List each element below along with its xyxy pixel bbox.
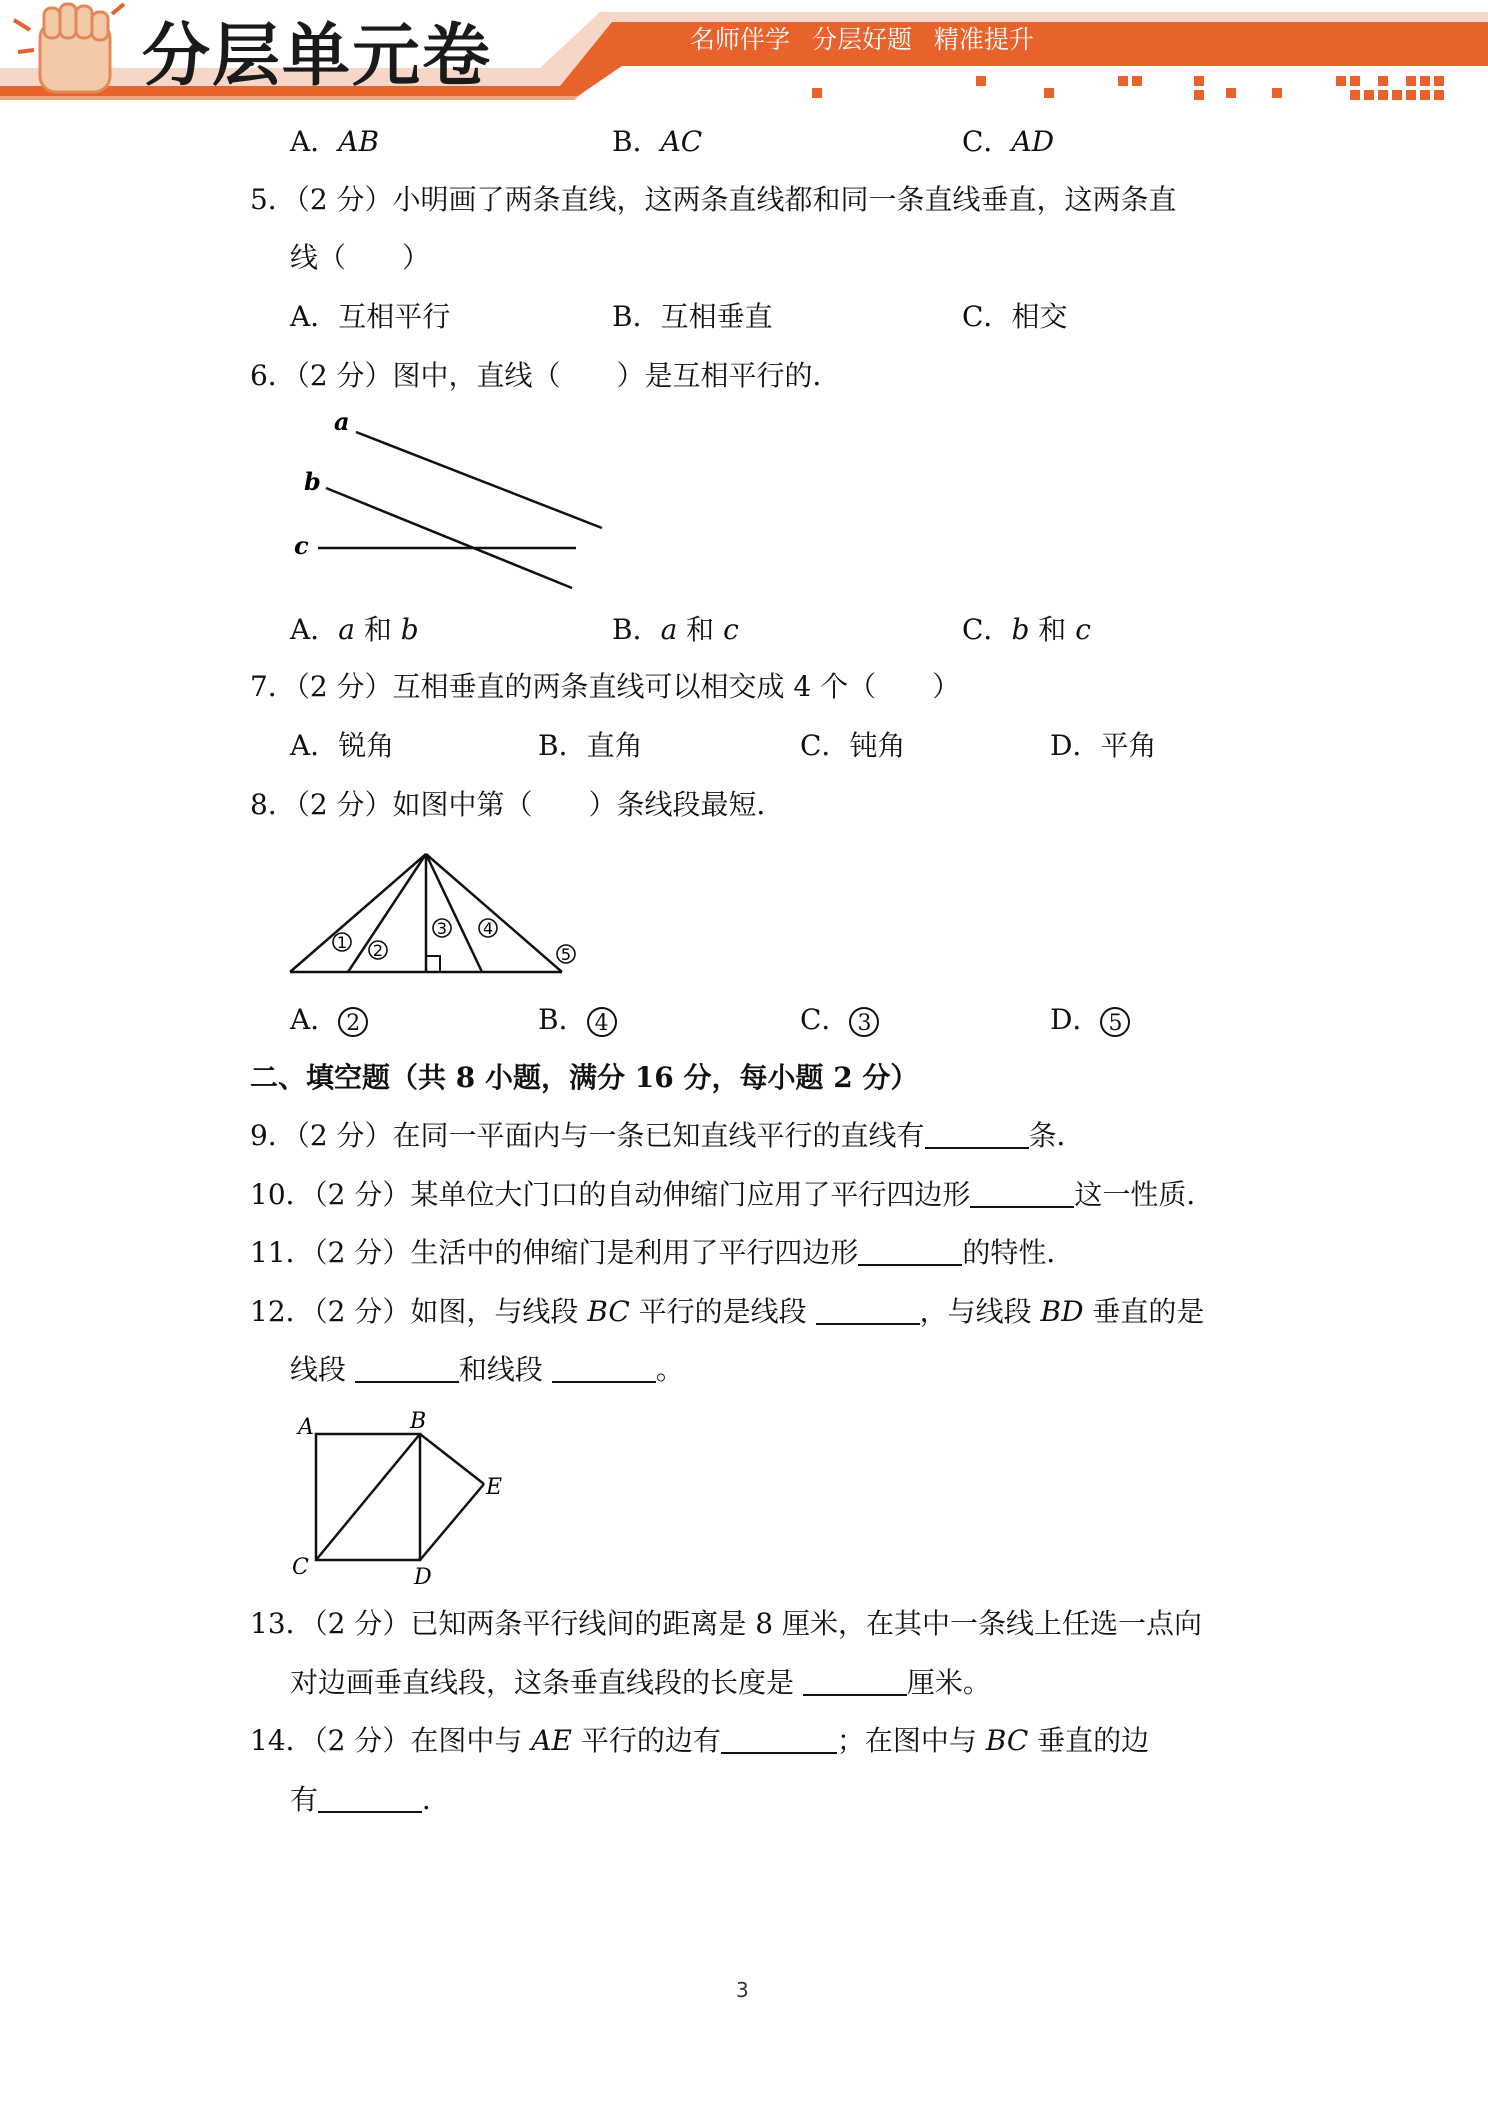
q5-line1: 5．（2 分）小明画了两条直线，这两条直线都和同一条直线垂直，这两条直: [250, 183, 1177, 216]
q8-label-2: 2: [372, 941, 384, 960]
q13-blank[interactable]: [803, 1664, 907, 1696]
q12-label-e: E: [486, 1475, 503, 1500]
q12-blank-2[interactable]: [355, 1351, 459, 1383]
q6-label-c: c: [294, 531, 309, 560]
q12-line2: 线段 和线段 。: [290, 1353, 684, 1386]
q12-label-c: C: [292, 1555, 309, 1580]
q8-option-b: B． 4: [538, 1000, 617, 1040]
q14-line2: 有 ．: [290, 1783, 451, 1816]
q8-option-a: A． 2: [290, 1000, 368, 1040]
q13-line2: 对边画垂直线段，这条垂直线段的长度是 厘米。: [290, 1666, 991, 1699]
q8-option-d: D． 5: [1050, 1000, 1130, 1040]
q7-option-d: D．平角: [1050, 729, 1157, 762]
q10-text: 10．（2 分）某单位大门口的自动伸缩门应用了平行四边形 这一性质．: [250, 1178, 1215, 1211]
q8-option-c: C． 3: [800, 1000, 879, 1040]
q8-label-5: 5: [560, 945, 572, 964]
q12-label-b: B: [410, 1409, 427, 1434]
q12-line1: 12．（2 分）如图，与线段 BC 平行的是线段 ，与线段 BD 垂直的是: [250, 1295, 1205, 1328]
q13-line1: 13．（2 分）已知两条平行线间的距离是 8 厘米，在其中一条线上任选一点向: [250, 1607, 1202, 1640]
q4-option-c: C．AD: [962, 125, 1055, 158]
q12-label-a: A: [298, 1415, 314, 1440]
q5-option-c: C．相交: [962, 300, 1068, 333]
q8-label-4: 4: [482, 919, 494, 938]
q4-option-b: B．AC: [612, 125, 703, 158]
q6-option-c: C．b 和 c: [962, 613, 1091, 646]
q8-label-3: 3: [436, 919, 448, 938]
q6-lines-figure: [290, 408, 620, 598]
q14-line1: 14．（2 分）在图中与 AE 平行的边有 ；在图中与 BC 垂直的边: [250, 1724, 1150, 1757]
q12-blank-3[interactable]: [552, 1351, 656, 1383]
q12-label-d: D: [414, 1565, 432, 1588]
q8-triangle-figure: [286, 848, 586, 978]
q6-label-a: a: [334, 408, 350, 436]
q7-option-a: A．锐角: [290, 729, 395, 762]
q14-blank-1[interactable]: [721, 1722, 837, 1754]
header-slogan: 名师伴学 分层好题 精准提升: [690, 25, 1034, 54]
q12-blank-1[interactable]: [816, 1293, 920, 1325]
q7-option-c: C．钝角: [800, 729, 906, 762]
q6-option-b: B．a 和 c: [612, 613, 739, 646]
page-header: [0, 0, 1488, 110]
q6-option-a: A．a 和 b: [290, 613, 419, 646]
decorative-squares: [812, 76, 1444, 100]
q14-blank-2[interactable]: [318, 1781, 422, 1813]
q10-blank[interactable]: [970, 1176, 1074, 1208]
q5-line2: 线（ ）: [290, 241, 431, 274]
q7-text: 7．（2 分）互相垂直的两条直线可以相交成 4 个（ ）: [250, 670, 961, 703]
section-heading: 二、填空题（共 8 小题，满分 16 分，每小题 2 分）: [250, 1061, 919, 1094]
q9-text: 9．（2 分）在同一平面内与一条已知直线平行的直线有 条．: [250, 1119, 1085, 1152]
q8-text: 8．（2 分）如图中第（ ）条线段最短．: [250, 788, 785, 821]
q11-blank[interactable]: [858, 1234, 962, 1266]
page-number: 3: [736, 1978, 749, 2002]
q7-option-b: B．直角: [538, 729, 643, 762]
q11-text: 11．（2 分）生活中的伸缩门是利用了平行四边形 的特性．: [250, 1236, 1075, 1269]
brand-title: 分层单元卷: [142, 17, 493, 96]
q5-option-b: B．互相垂直: [612, 300, 773, 333]
q12-square-figure: [288, 1408, 518, 1588]
q6-text: 6．（2 分）图中，直线（ ）是互相平行的．: [250, 359, 841, 392]
q5-option-a: A．互相平行: [290, 300, 451, 333]
q6-label-b: b: [304, 467, 321, 496]
q8-label-1: 1: [336, 933, 348, 952]
q9-blank[interactable]: [925, 1117, 1029, 1149]
q4-option-a: A．AB: [290, 125, 380, 158]
